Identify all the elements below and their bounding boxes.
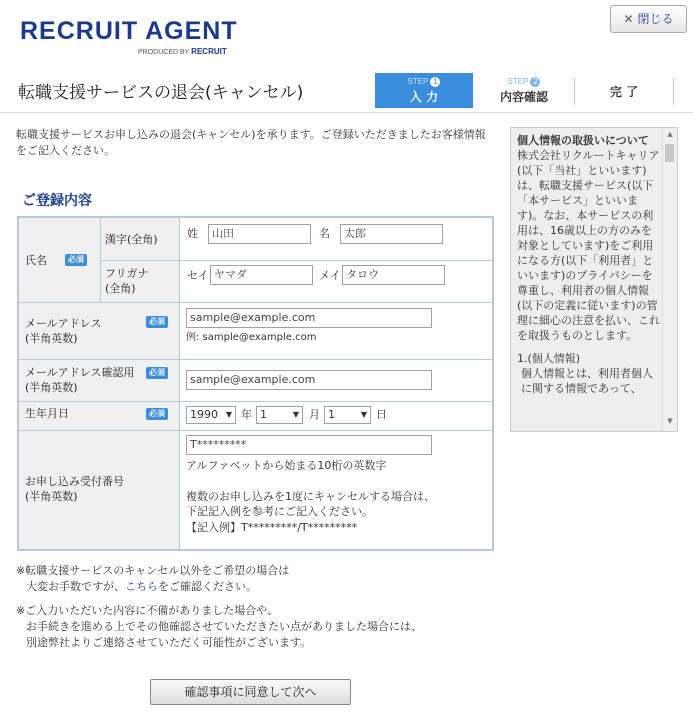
email-confirm-input[interactable]: sample@example.com <box>186 370 432 390</box>
notes <box>16 563 496 651</box>
row-divider <box>19 359 494 360</box>
step-divider <box>673 78 674 105</box>
reception-note1: 複数のお申し込みを1度にキャンセルする場合は、 <box>186 490 435 503</box>
note-1-line-1: ※転職支援サービスのキャンセル以外をご希望の場合は <box>16 564 290 577</box>
note-1-line-2: 大変お手数ですが、こちらをご確認ください。 <box>26 580 257 593</box>
title-bar <box>0 73 693 108</box>
step-complete: 完 了 <box>609 85 639 99</box>
scroll-down-icon[interactable]: ▼ <box>667 417 673 425</box>
kanji-label: 漢字(全角) <box>105 233 158 246</box>
scroll-up-icon[interactable]: ▲ <box>667 130 673 138</box>
scroll-thumb[interactable] <box>665 144 674 162</box>
name-label: 氏名 <box>25 254 47 267</box>
reception-input[interactable]: T********* <box>186 435 432 455</box>
close-button[interactable]: ✕ 閉じる <box>610 5 687 33</box>
note-2-line-1: ※ご入力いただいた内容に不備がありました場合や、 <box>16 604 278 617</box>
email-example: 例: sample@example.com <box>186 332 317 343</box>
row-divider <box>19 302 494 303</box>
kana-sei-label: セイ <box>187 269 209 282</box>
privacy-subtitle: 1.(個人情報) <box>517 352 581 365</box>
reception-label: お申し込み受付番号 (半角英数) <box>25 475 124 503</box>
birth-year-select[interactable]: 1990 ▼ <box>186 406 236 424</box>
step-indicator <box>375 73 675 108</box>
birth-label: 生年月日 <box>25 407 69 420</box>
note-2-line-2: お手続きを進める上でその他確認させていただきたい点がありました場合には、 <box>26 620 422 633</box>
page-title: 転職支援サービスの退会(キャンセル) <box>18 83 304 103</box>
logo-produced-by: PRODUCED BY RECRUIT <box>138 47 227 56</box>
birth-month-select[interactable]: 1 ▼ <box>256 406 303 424</box>
chevron-down-icon: ▼ <box>292 410 299 419</box>
required-badge: 必須 <box>146 408 168 420</box>
email-confirm-label: メールアドレス確認用 (半角英数) <box>25 366 135 394</box>
step-confirm: STEP 2 内容確認 <box>499 77 548 104</box>
email-input[interactable]: sample@example.com <box>186 308 432 328</box>
reception-hint: アルファベットから始まる10桁の英数字 <box>186 459 387 472</box>
email-label: メールアドレス (半角英数) <box>25 317 102 345</box>
row-divider <box>100 260 494 261</box>
label-column-divider <box>179 218 180 549</box>
other-request-link[interactable]: こちら <box>125 580 158 593</box>
privacy-scrollbar[interactable] <box>662 128 677 431</box>
privacy-subbody: 個人情報とは、利用者個人に関する情報であって、 <box>521 367 653 395</box>
header-divider <box>0 112 693 113</box>
registration-form <box>17 216 494 551</box>
birth-day-select[interactable]: 1 ▼ <box>324 406 371 424</box>
kana-mei-input[interactable]: タロウ <box>342 265 445 285</box>
row-divider <box>19 401 494 402</box>
close-icon: ✕ <box>623 12 634 26</box>
section-title: ご登録内容 <box>22 193 92 209</box>
month-unit: 月 <box>309 408 320 421</box>
privacy-text <box>517 133 660 396</box>
sei-label: 姓 <box>187 227 198 240</box>
privacy-policy-panel[interactable] <box>510 127 678 432</box>
agree-next-button[interactable]: 確認事項に同意して次へ <box>150 679 351 705</box>
step-input: STEP 1 入 力 <box>375 73 473 108</box>
recruit-agent-logo <box>20 17 238 56</box>
sei-input[interactable]: 山田 <box>208 224 311 244</box>
row-divider <box>19 430 494 431</box>
intro-text: 転職支援サービスお申し込みの退会(キャンセル)を承ります。ご登録いただきましたお客様情報をご記入ください。 <box>16 128 486 157</box>
chevron-down-icon: ▼ <box>360 410 367 419</box>
mei-input[interactable]: 太郎 <box>340 224 443 244</box>
logo-text: RECRUIT AGENT <box>20 17 238 45</box>
kana-sei-input[interactable]: ヤマダ <box>210 265 313 285</box>
reception-note2: 下記記入例を参考にご記入ください。 <box>186 505 373 518</box>
day-unit: 日 <box>376 408 387 421</box>
privacy-title: 個人情報の取扱いについて <box>517 134 649 147</box>
note-2-line-3: 別途弊社よりご連絡させていただく可能性がございます。 <box>26 636 312 649</box>
year-unit: 年 <box>241 408 252 421</box>
required-badge: 必須 <box>146 316 168 328</box>
kana-mei-label: メイ <box>319 269 341 282</box>
required-badge: 必須 <box>65 254 87 266</box>
chevron-down-icon: ▼ <box>225 410 232 419</box>
required-badge: 必須 <box>146 367 168 379</box>
privacy-body: 株式会社リクルートキャリア(以下「当社」といいます)は、転職支援サービス(以下「本サービス」といいます)。なお、本サービスの利用は、16歳以上の方のみを対象としています)をご利用になる方(以下「利用者」といいます)のプライバシーを尊重し、利用者の個人情報(以下の定義に従います)の管理に細心の注意を払い、これを取扱うものとします。 <box>517 149 660 342</box>
kana-label: フリガナ (全角) <box>105 267 149 295</box>
reception-example: 【記入例】T*********/T********* <box>186 521 358 534</box>
mei-label: 名 <box>319 227 330 240</box>
